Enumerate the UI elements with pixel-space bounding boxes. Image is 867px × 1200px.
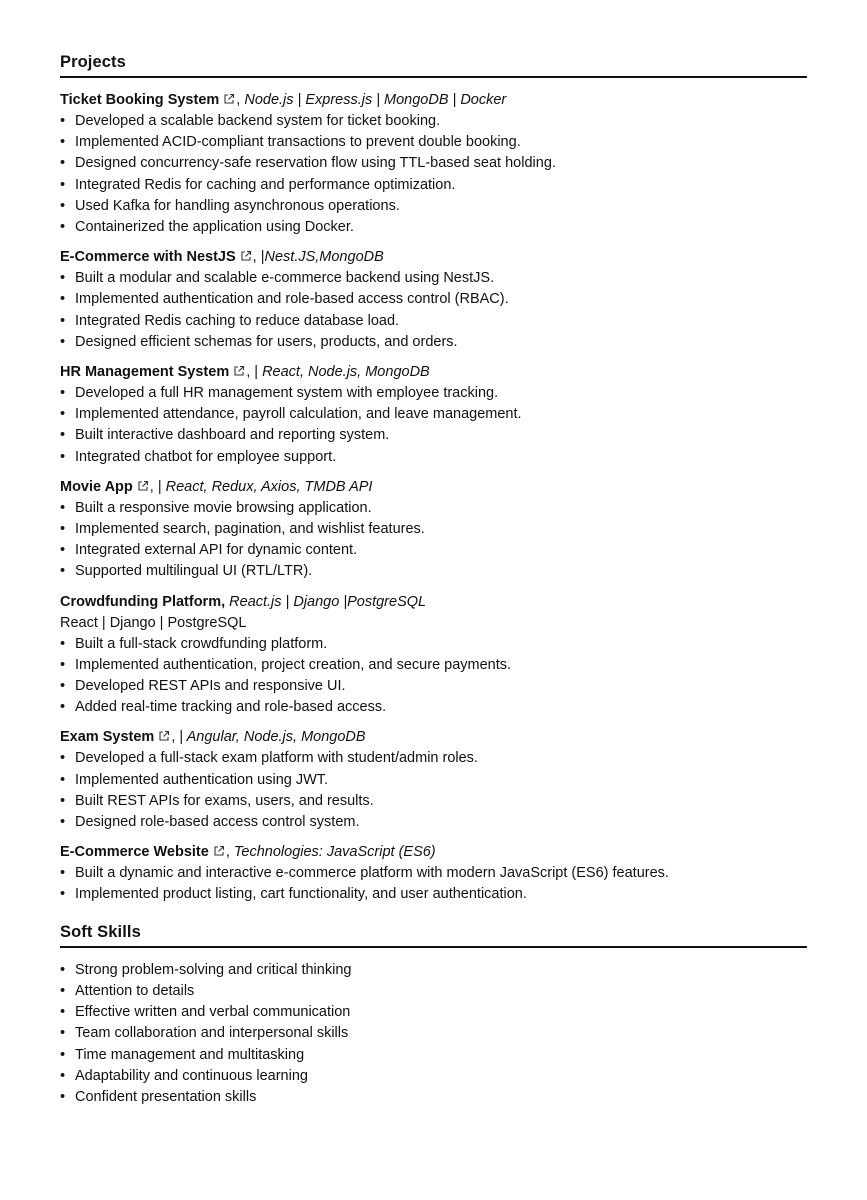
project-crowdfunding	[60, 592, 807, 719]
list-item: • Adaptability and continuous learning	[60, 1067, 308, 1084]
list-item: • Developed a scalable backend system for ticket booking.	[60, 113, 441, 129]
project-title: Ticket Booking System	[60, 92, 220, 108]
list-item: • Implemented authentication and role-based access control (RBAC).	[60, 291, 509, 308]
list-item: • Used Kafka for handling asynchronous operations.	[60, 197, 400, 214]
projects-heading: Projects	[60, 50, 807, 78]
external-link-icon[interactable]	[137, 480, 149, 492]
list-item: • Built interactive dashboard and reporting system.	[60, 427, 390, 444]
project-tech: Angular, Node.js, MongoDB	[183, 729, 366, 746]
project-exam-system	[60, 727, 807, 833]
list-item: • Implemented attendance, payroll calculation, and leave management.	[60, 406, 522, 423]
project-hr-management	[60, 362, 807, 468]
list-item: • Built REST APIs for exams, users, and results.	[60, 792, 374, 809]
project-tech: Node.js | Express.js | MongoDB | Docker	[240, 92, 507, 108]
project-title: Exam System	[60, 729, 155, 746]
list-item: • Strong problem-solving and critical thinking	[60, 961, 352, 978]
list-item: • Integrated external API for dynamic content.	[60, 542, 358, 559]
list-item: • Confident presentation skills	[60, 1088, 257, 1105]
list-item: • Effective written and verbal communication	[60, 1004, 351, 1021]
project-bullets	[60, 498, 807, 583]
project-bullets	[60, 863, 807, 905]
list-item: • Developed a full HR management system with employee tracking.	[60, 385, 499, 402]
project-tech: Nest.JS,MongoDB	[264, 249, 384, 266]
list-item: • Developed REST APIs and responsive UI.	[60, 678, 346, 695]
resume-page	[60, 50, 807, 1108]
list-item: • Time management and multitasking	[60, 1046, 305, 1063]
list-item: • Containerized the application using Docker.	[60, 219, 354, 236]
list-item: • Designed role-based access control system.	[60, 814, 360, 831]
list-item: • Built a modular and scalable e-commerce backend using NestJS.	[60, 270, 495, 287]
list-item: • Built a dynamic and interactive e-commerce platform with modern JavaScript (ES6) features.	[60, 865, 669, 882]
list-item: • Implemented authentication, project creation, and secure payments.	[60, 656, 512, 673]
project-title: Crowdfunding Platform,	[60, 593, 226, 610]
list-item: • Developed a full-stack exam platform with student/admin roles.	[60, 750, 478, 767]
project-movie-app	[60, 477, 807, 583]
project-bullets	[60, 383, 807, 468]
project-tech-line: React | Django | PostgreSQL	[60, 614, 247, 631]
soft-skills-list	[60, 960, 807, 1108]
project-separator: , |	[149, 478, 162, 495]
project-title: HR Management System	[60, 364, 230, 381]
project-ecommerce-nestjs	[60, 247, 807, 353]
project-separator: ,	[225, 844, 230, 861]
list-item: • Attention to details	[60, 982, 195, 999]
project-separator: ,	[236, 92, 241, 108]
external-link-icon[interactable]	[233, 365, 245, 377]
list-item: • Designed concurrency-safe reservation flow using TTL-based seat holding.	[60, 155, 556, 172]
list-item: • Team collaboration and interpersonal skills	[60, 1025, 349, 1042]
project-title: Movie App	[60, 478, 133, 495]
soft-skills-heading: Soft Skills	[60, 920, 807, 948]
project-bullets	[60, 748, 807, 833]
project-bullets	[60, 111, 807, 238]
list-item: • Implemented product listing, cart functionality, and user authentication.	[60, 886, 527, 903]
project-bullets	[60, 268, 807, 353]
external-link-icon[interactable]	[240, 250, 252, 262]
list-item: • Integrated Redis for caching and performance optimization.	[60, 176, 456, 193]
project-tech: React, Redux, Axios, TMDB API	[161, 478, 373, 495]
external-link-icon[interactable]	[158, 730, 170, 742]
list-item: • Added real-time tracking and role-based access.	[60, 699, 387, 716]
project-tech: React.js | Django |PostgreSQL	[225, 593, 427, 610]
list-item: • Implemented ACID-compliant transactions to prevent double booking.	[60, 134, 521, 151]
list-item: • Implemented search, pagination, and wishlist features.	[60, 521, 425, 538]
list-item: • Integrated chatbot for employee support.	[60, 448, 337, 465]
project-title: E-Commerce with NestJS	[60, 249, 236, 266]
list-item: • Implemented authentication using JWT.	[60, 771, 329, 788]
external-link-icon[interactable]	[223, 93, 235, 105]
list-item: • Supported multilingual UI (RTL/LTR).	[60, 563, 313, 580]
list-item: • Built a full-stack crowdfunding platform.	[60, 635, 328, 652]
project-tech: Technologies: JavaScript (ES6)	[229, 844, 436, 861]
project-separator: , |	[252, 249, 265, 266]
project-ecommerce-website	[60, 842, 807, 905]
project-bullets	[60, 634, 807, 719]
list-item: • Designed efficient schemas for users, products, and orders.	[60, 333, 458, 350]
list-item: • Built a responsive movie browsing application.	[60, 499, 372, 516]
external-link-icon[interactable]	[213, 845, 225, 857]
list-item: • Integrated Redis caching to reduce database load.	[60, 312, 400, 329]
project-tech: React, Node.js, MongoDB	[258, 364, 430, 381]
project-separator: , |	[246, 364, 259, 381]
project-title: E-Commerce Website	[60, 844, 209, 861]
project-separator: , |	[171, 729, 184, 746]
project-ticket-booking	[60, 90, 807, 238]
